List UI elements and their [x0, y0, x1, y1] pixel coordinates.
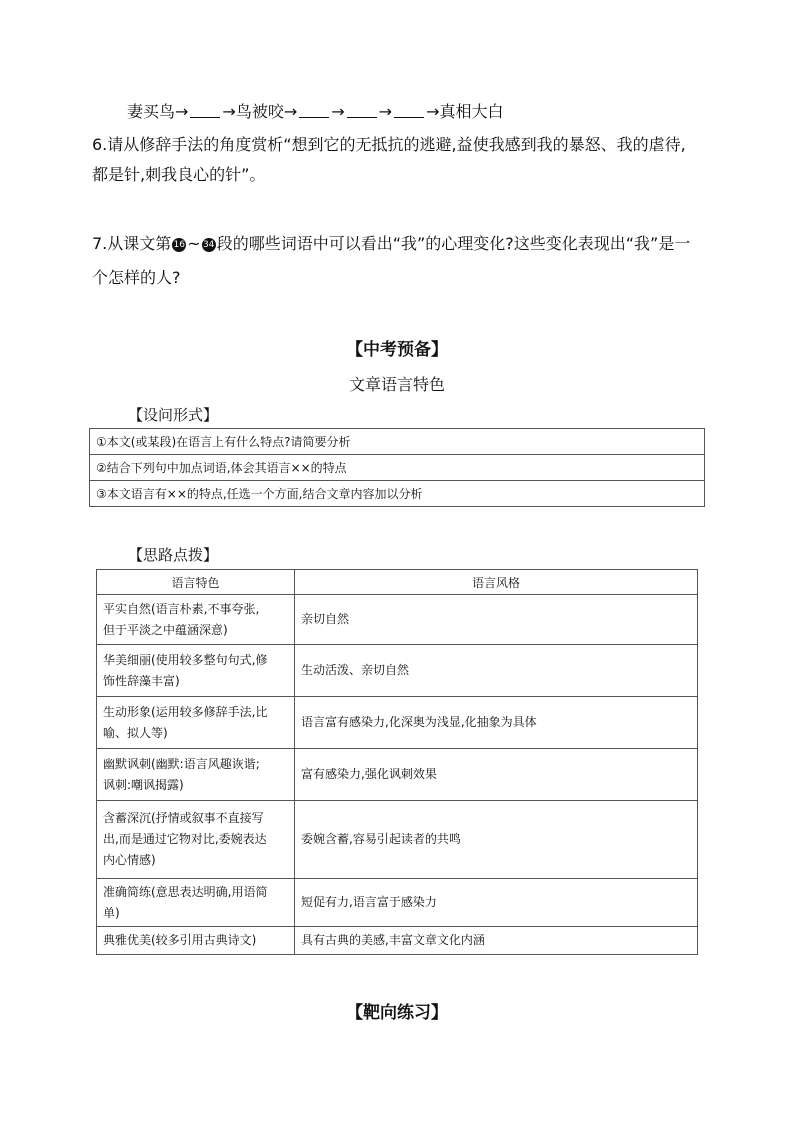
style-cell: 短促有力,语言富于感染力 [295, 879, 698, 927]
flow-step2: →鸟被咬→ [222, 102, 298, 121]
style-cell: 委婉含蓄,容易引起读者的共鸣 [295, 801, 698, 879]
feature-line: 准确简练(意思表达明确,用语简 [103, 884, 268, 899]
question-7-suffix: 段的哪些词语中可以看出“我”的心理变化?这些变化表现出“我”是一 [216, 234, 691, 253]
column-header-feature: 语言特色 [97, 570, 295, 595]
style-cell: 语言富有感染力,化深奥为浅显,化抽象为具体 [295, 697, 698, 749]
flow-start: 妻买鸟→ [127, 102, 189, 121]
feature-line: 平实自然(语言朴素,不事夸张, [103, 601, 260, 616]
table-row [90, 481, 705, 507]
table-row [97, 645, 698, 697]
flow-chain [127, 100, 503, 124]
feature-line: 喻、拟人等) [103, 725, 168, 740]
feature-cell [97, 645, 295, 697]
column-header-style: 语言风格 [295, 570, 698, 595]
table-cell: ①本文(或某段)在语言上有什么特点?请简要分析 [90, 429, 705, 455]
feature-line: 生动形象(运用较多修辞手法,比 [103, 704, 268, 719]
table-row [90, 429, 705, 455]
feature-line: 单) [103, 905, 120, 920]
feature-cell [97, 749, 295, 801]
topic-title: 文章语言特色 [348, 375, 445, 394]
question-7-line1 [92, 232, 690, 256]
table-row [97, 697, 698, 749]
language-feature-table [96, 569, 698, 955]
blank [299, 102, 329, 118]
flow-arrow: → [331, 102, 345, 121]
question-6-line1: 6.请从修辞手法的角度赏析“想到它的无抵抗的逃避,益使我感到我的暴怒、我的虐待, [92, 135, 686, 154]
blank [394, 102, 424, 118]
feature-line: 讽刺:嘲讽揭露) [103, 777, 184, 792]
table-row [90, 455, 705, 481]
table-row [97, 595, 698, 645]
feature-cell [97, 879, 295, 927]
table-header-row [97, 570, 698, 595]
question-6-line2: 都是针,刺我良心的针”。 [92, 165, 266, 184]
style-cell: 具有古典的美感,丰富文章文化内涵 [295, 927, 698, 955]
table-row [97, 879, 698, 927]
question-forms-title: 【设问形式】 [128, 406, 219, 424]
table-cell: ②结合下列句中加点词语,体会其语言××的特点 [90, 455, 705, 481]
feature-line: 典雅优美(较多引用古典诗文) [103, 933, 257, 947]
style-cell: 亲切自然 [295, 595, 698, 645]
table-row [97, 801, 698, 879]
feature-line: 出,而是通过它物对比,委婉表达 [103, 832, 267, 846]
feature-line: 但于平淡之中蕴涵深意) [103, 622, 228, 637]
flow-arrow: → [378, 102, 393, 121]
table-row [97, 749, 698, 801]
tips-title: 【思路点拨】 [128, 546, 219, 564]
style-cell: 富有感染力,强化讽刺效果 [295, 749, 698, 801]
flow-end: →真相大白 [426, 102, 504, 121]
feature-line: 幽默讽刺(幽默:语言风趣诙谐; [103, 756, 260, 771]
table-row [97, 927, 698, 955]
feature-cell [97, 927, 295, 955]
section-heading-exam-prep: 【中考预备】 [346, 340, 448, 360]
feature-cell [97, 595, 295, 645]
feature-line: 内心情感) [103, 853, 156, 867]
table-cell: ③本文语言有××的特点,任选一个方面,结合文章内容加以分析 [90, 481, 705, 507]
question-forms-table [89, 428, 705, 507]
tilde: ~ [187, 234, 201, 253]
feature-cell [97, 697, 295, 749]
feature-line: 含蓄深沉(抒情或叙事不直接写 [103, 811, 264, 825]
feature-cell [97, 801, 295, 879]
section-heading-practice: 【靶向练习】 [346, 1003, 448, 1023]
blank [190, 102, 220, 118]
feature-line: 饰性辞藻丰富) [103, 673, 180, 688]
circled-number-start: 16 [173, 240, 185, 250]
blank [347, 102, 377, 118]
style-cell: 生动活泼、亲切自然 [295, 645, 698, 697]
question-7-prefix: 7.从课文第 [92, 234, 172, 253]
feature-line: 华美细丽(使用较多整句句式,修 [103, 652, 268, 667]
circled-number-end: 34 [202, 240, 215, 250]
question-7-line2: 个怎样的人? [92, 268, 181, 287]
